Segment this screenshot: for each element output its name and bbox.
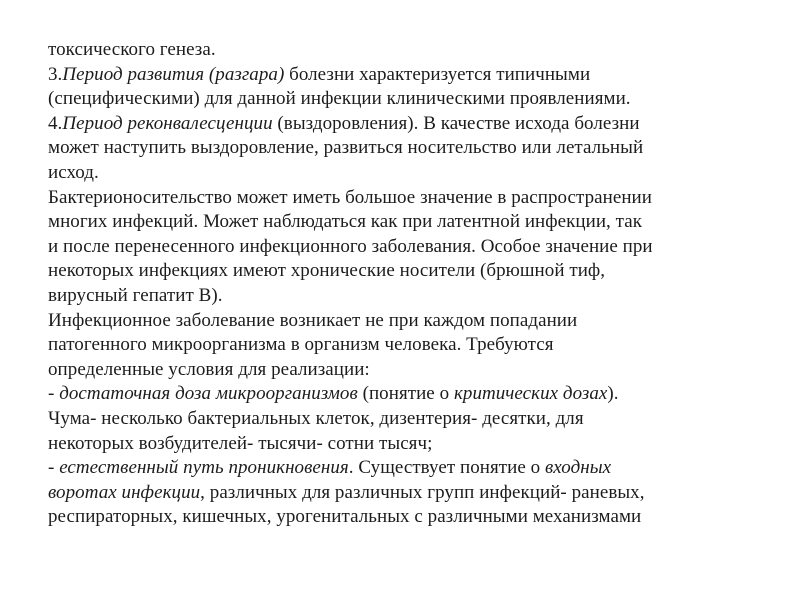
text-run: Чума- несколько бактериальных клеток, дизентерия- десятки, для <box>48 407 584 429</box>
text-run: может наступить выздоровление, развиться носительство или летальный <box>48 137 644 159</box>
text-run: многих инфекций. Может наблюдаться как при латентной инфекции, так <box>48 211 643 233</box>
text-line <box>48 259 768 284</box>
text-run: исход. <box>48 161 99 183</box>
italic-term: достаточная доза микроорганизмов <box>59 383 358 405</box>
text-run: респираторных, кишечных, урогенитальных с различными механизмами <box>48 506 642 528</box>
text-run: некоторых возбудителей- тысячи- сотни тысяч; <box>48 432 433 454</box>
italic-term: естественный путь проникновения <box>59 457 349 479</box>
text-run: и после перенесенного инфекционного заболевания. Особое значение при <box>48 235 653 257</box>
italic-term: Период развития (разгара) <box>62 63 285 85</box>
text-line <box>48 432 768 457</box>
text-run: некоторых инфекциях имеют хронические носители (брюшной тиф, <box>48 260 606 282</box>
text-line <box>48 63 768 88</box>
text-line <box>48 112 768 137</box>
text-run: - <box>48 383 60 405</box>
text-line <box>48 382 768 407</box>
text-line <box>48 136 768 161</box>
text-run: определенные условия для реализации: <box>48 358 370 380</box>
text-run: 3. <box>48 63 63 85</box>
text-run: (понятие о <box>357 383 454 405</box>
text-line <box>48 456 768 481</box>
text-line <box>48 309 768 334</box>
italic-term: воротах инфекции <box>48 481 201 503</box>
text-run: болезни характеризуется типичными <box>284 63 591 85</box>
text-line <box>48 407 768 432</box>
text-line <box>48 284 768 309</box>
text-line <box>48 210 768 235</box>
text-run: патогенного микроорганизма в организм человека. Требуются <box>48 334 554 356</box>
text-run: (выздоровления). В качестве исхода болезни <box>272 112 640 134</box>
text-run: . Существует понятие о <box>348 457 545 479</box>
document-text <box>48 38 768 530</box>
text-run: Бактерионосительство может иметь большое значение в распространении <box>48 186 652 208</box>
text-run: токсического генеза. <box>48 39 216 60</box>
text-line <box>48 235 768 260</box>
text-run: (специфическими) для данной инфекции клиническими проявлениями. <box>48 88 631 110</box>
text-line <box>48 186 768 211</box>
italic-term: Период реконвалесценции <box>62 112 273 134</box>
italic-term: входных <box>544 457 612 479</box>
text-line <box>48 87 768 112</box>
text-line <box>48 505 768 530</box>
italic-term: критических дозах <box>453 383 608 405</box>
text-run: вирусный гепатит В). <box>48 284 223 306</box>
text-line <box>48 358 768 383</box>
text-run: Инфекционное заболевание возникает не при каждом попадании <box>48 309 578 331</box>
text-line <box>48 481 768 506</box>
text-line <box>48 161 768 186</box>
text-run: - <box>48 457 60 479</box>
text-line <box>48 38 768 63</box>
text-run: ). <box>607 383 619 405</box>
text-run: 4. <box>48 112 63 134</box>
text-line <box>48 333 768 358</box>
text-run: , различных для различных групп инфекций- раневых, <box>200 481 645 503</box>
